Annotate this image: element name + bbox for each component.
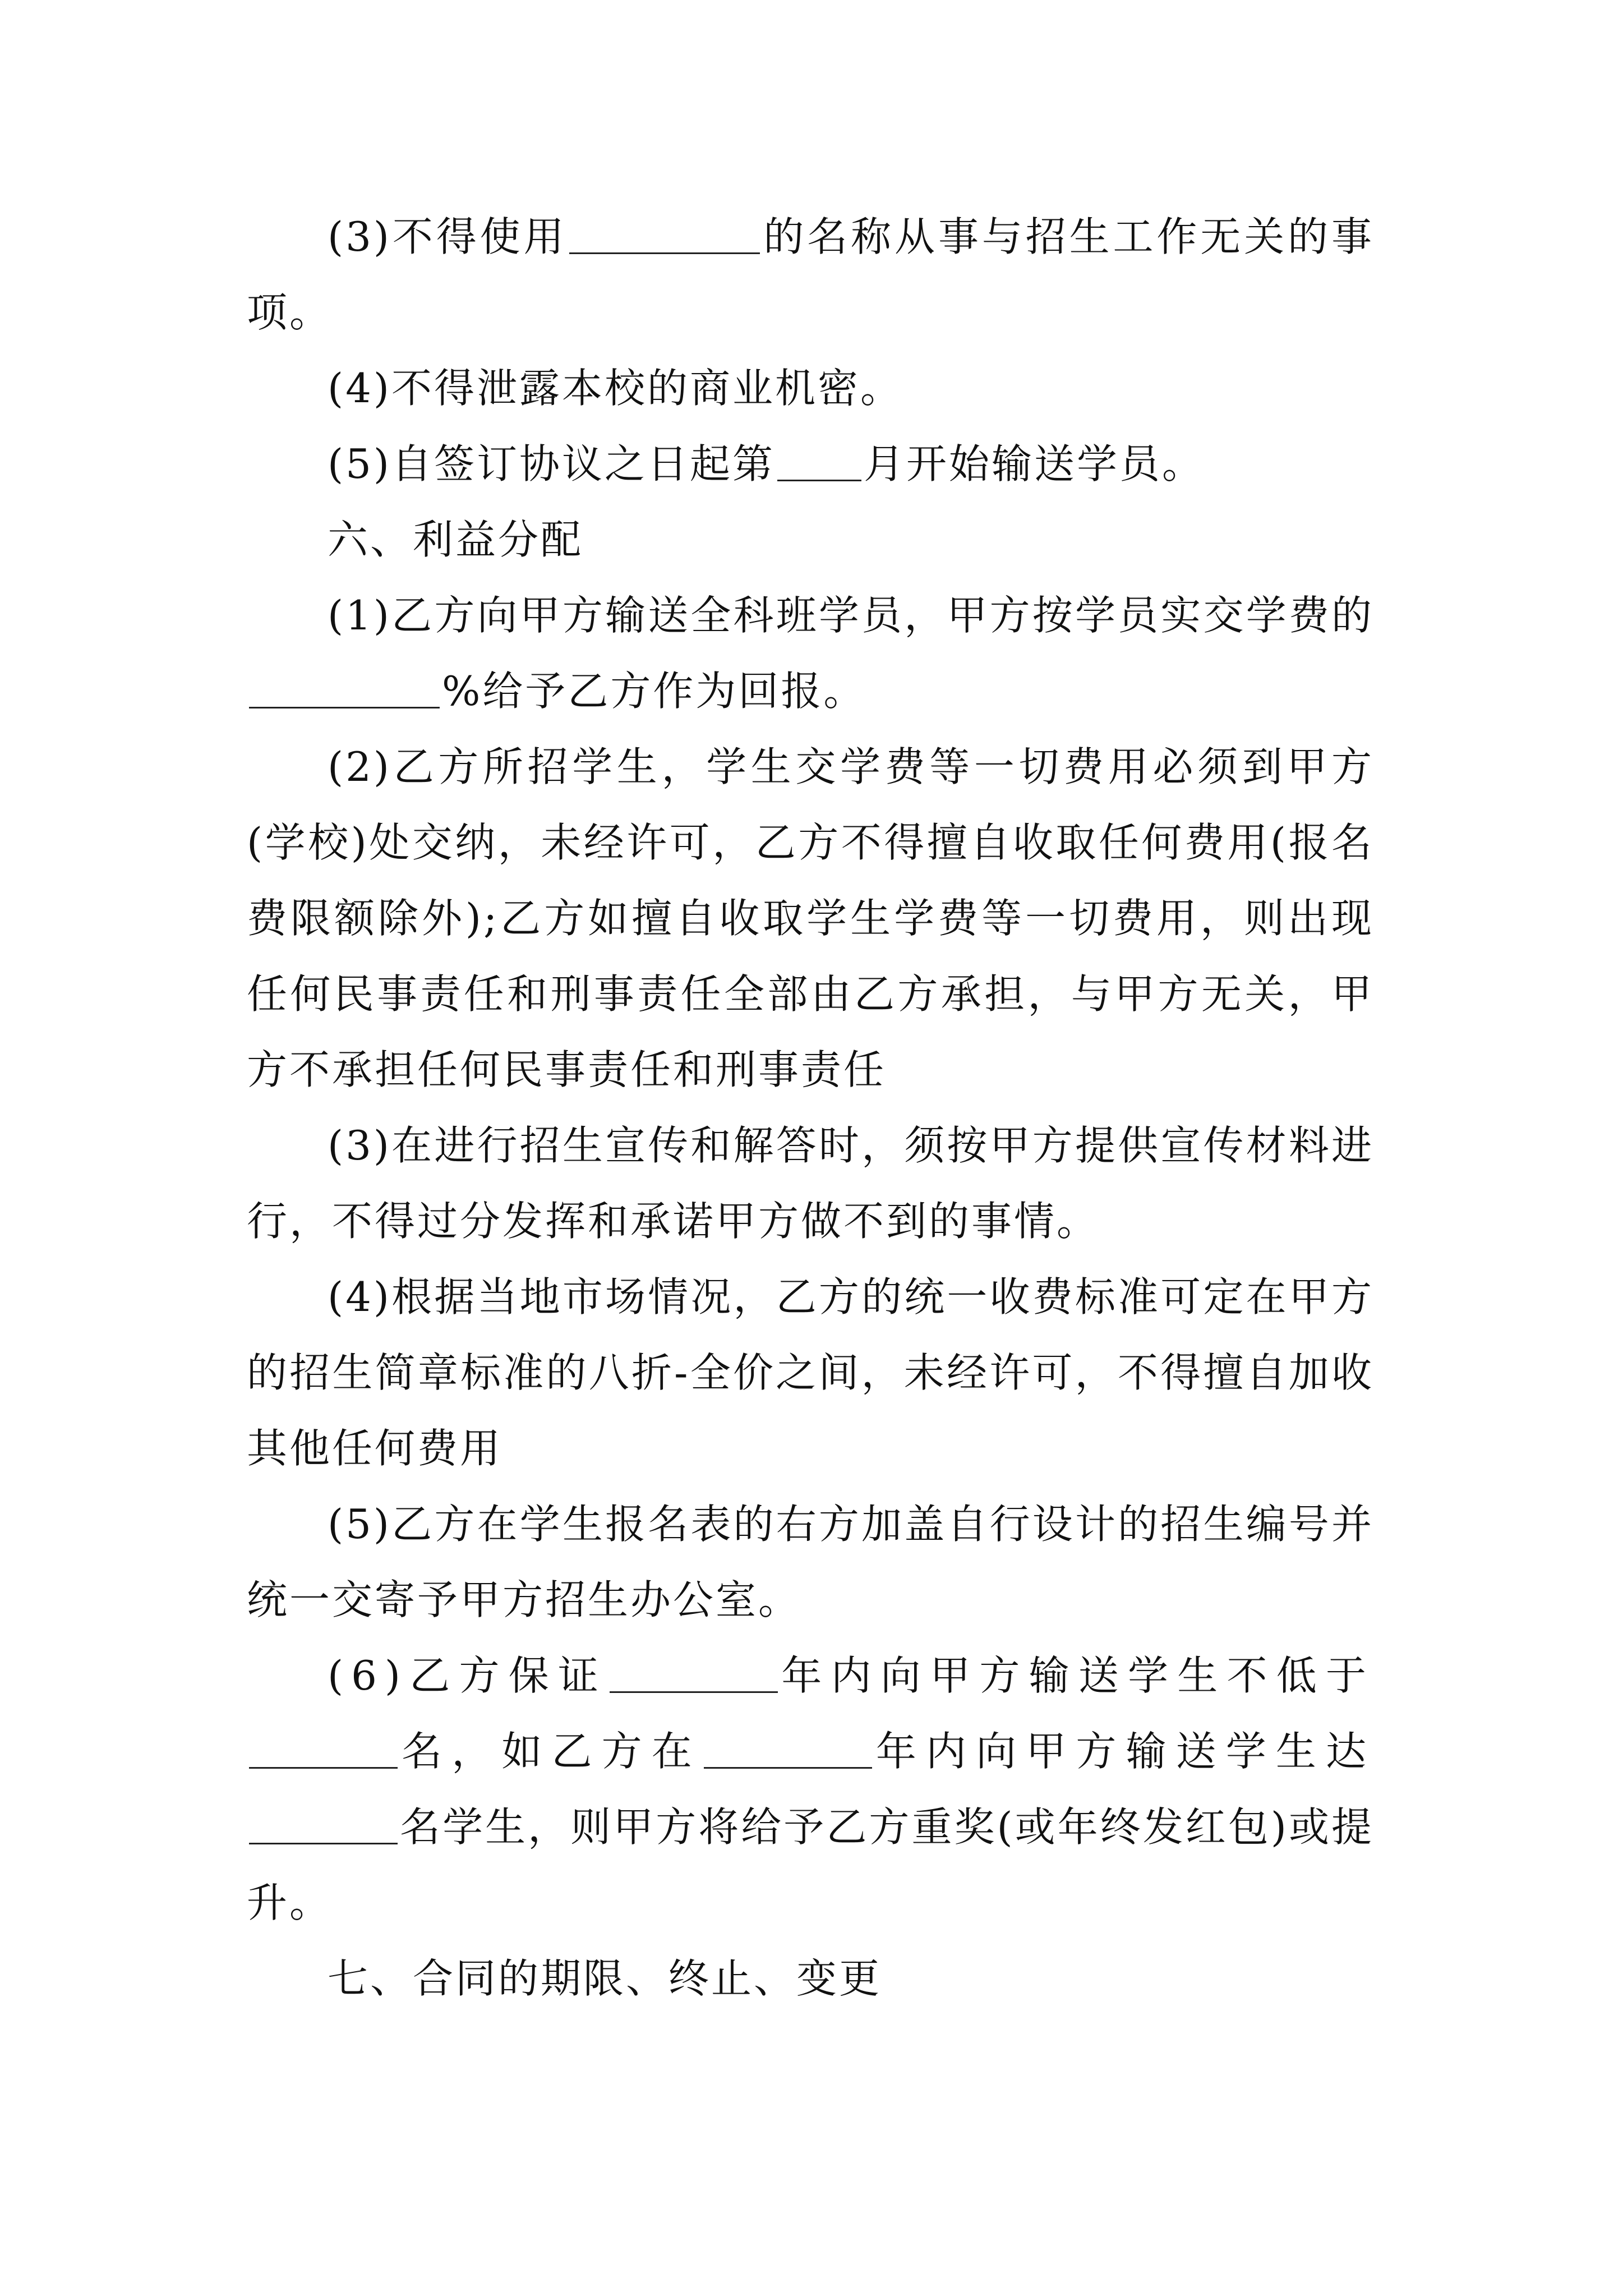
clause-text: 的名称从事与招生工作无关的事项。 [247,213,1374,336]
clause-2-fee-collection [247,729,1374,1108]
clause-text: (4)不得泄露本校的商业机密。 [328,365,903,412]
clause-text: 月开始输送学员。 [864,440,1205,487]
clause-text: (3)不得使用 [328,213,568,260]
section-title: 七、合同的期限、终止、变更 [328,1955,882,2002]
section-heading-6 [247,502,1374,578]
clause-text: (5)乙方在学生报名表的右方加盖自行设计的招生编号并统一交寄予甲方招生办公室。 [247,1501,1374,1623]
clause-1-commission [247,578,1374,729]
clause-text: (4)根据当地市场情况，乙方的统一收费标准可定在甲方的招生简章标准的八折-全价之间，未经许可，不得擅自加收其他任何费用 [247,1273,1374,1472]
fill-blank [777,439,861,481]
clause-text: (3)在进行招生宣传和解答时，须按甲方提供宣传材料进行，不得过分发挥和承诺甲方做不到的事情。 [247,1122,1374,1245]
fill-blank [249,1727,398,1769]
section-heading-7 [247,1941,1374,2017]
fill-blank [249,1802,398,1844]
clause-text: (6)乙方保证 [328,1652,608,1699]
clause-text: (2)乙方所招学生，学生交学费等一切费用必须到甲方(学校)处交纳，未经许可，乙方不得擅自收取任何费用(报名费限额除外);乙方如擅自收取学生学费等一切费用，则出现任何民事责任和刑事责任全部由乙方承担，与甲方无关，甲方不承担任何民事责任和刑事责任 [247,743,1374,1093]
clause-3-publicity [247,1108,1374,1259]
section-title: 六、利益分配 [328,516,584,563]
clause-3-no-name-use [247,199,1374,351]
fill-blank [569,212,760,254]
fill-blank [610,1651,778,1693]
document-body [247,199,1374,2017]
clause-5-start-month [247,426,1374,502]
clause-text: 名，如乙方在 [400,1728,702,1775]
clause-text: 年内向甲方输送学生不低于 [780,1652,1374,1699]
clause-text: 名学生，则甲方将给予乙方重奖(或年终发红包)或提升。 [247,1803,1374,1926]
clause-text: (1)乙方向甲方输送全科班学员，甲方按学员实交学费的 [328,592,1374,639]
clause-text: 年内向甲方输送学生达 [874,1728,1374,1775]
fill-blank [704,1727,872,1769]
clause-text: %给予乙方作为回报。 [442,668,866,715]
clause-5-enrollment-number [247,1487,1374,1638]
clause-6-guarantee [247,1638,1374,1941]
clause-text: (5)自签订协议之日起第 [328,440,775,487]
clause-4-confidentiality [247,351,1374,426]
clause-4-fee-standard [247,1259,1374,1487]
fill-blank [249,666,440,708]
